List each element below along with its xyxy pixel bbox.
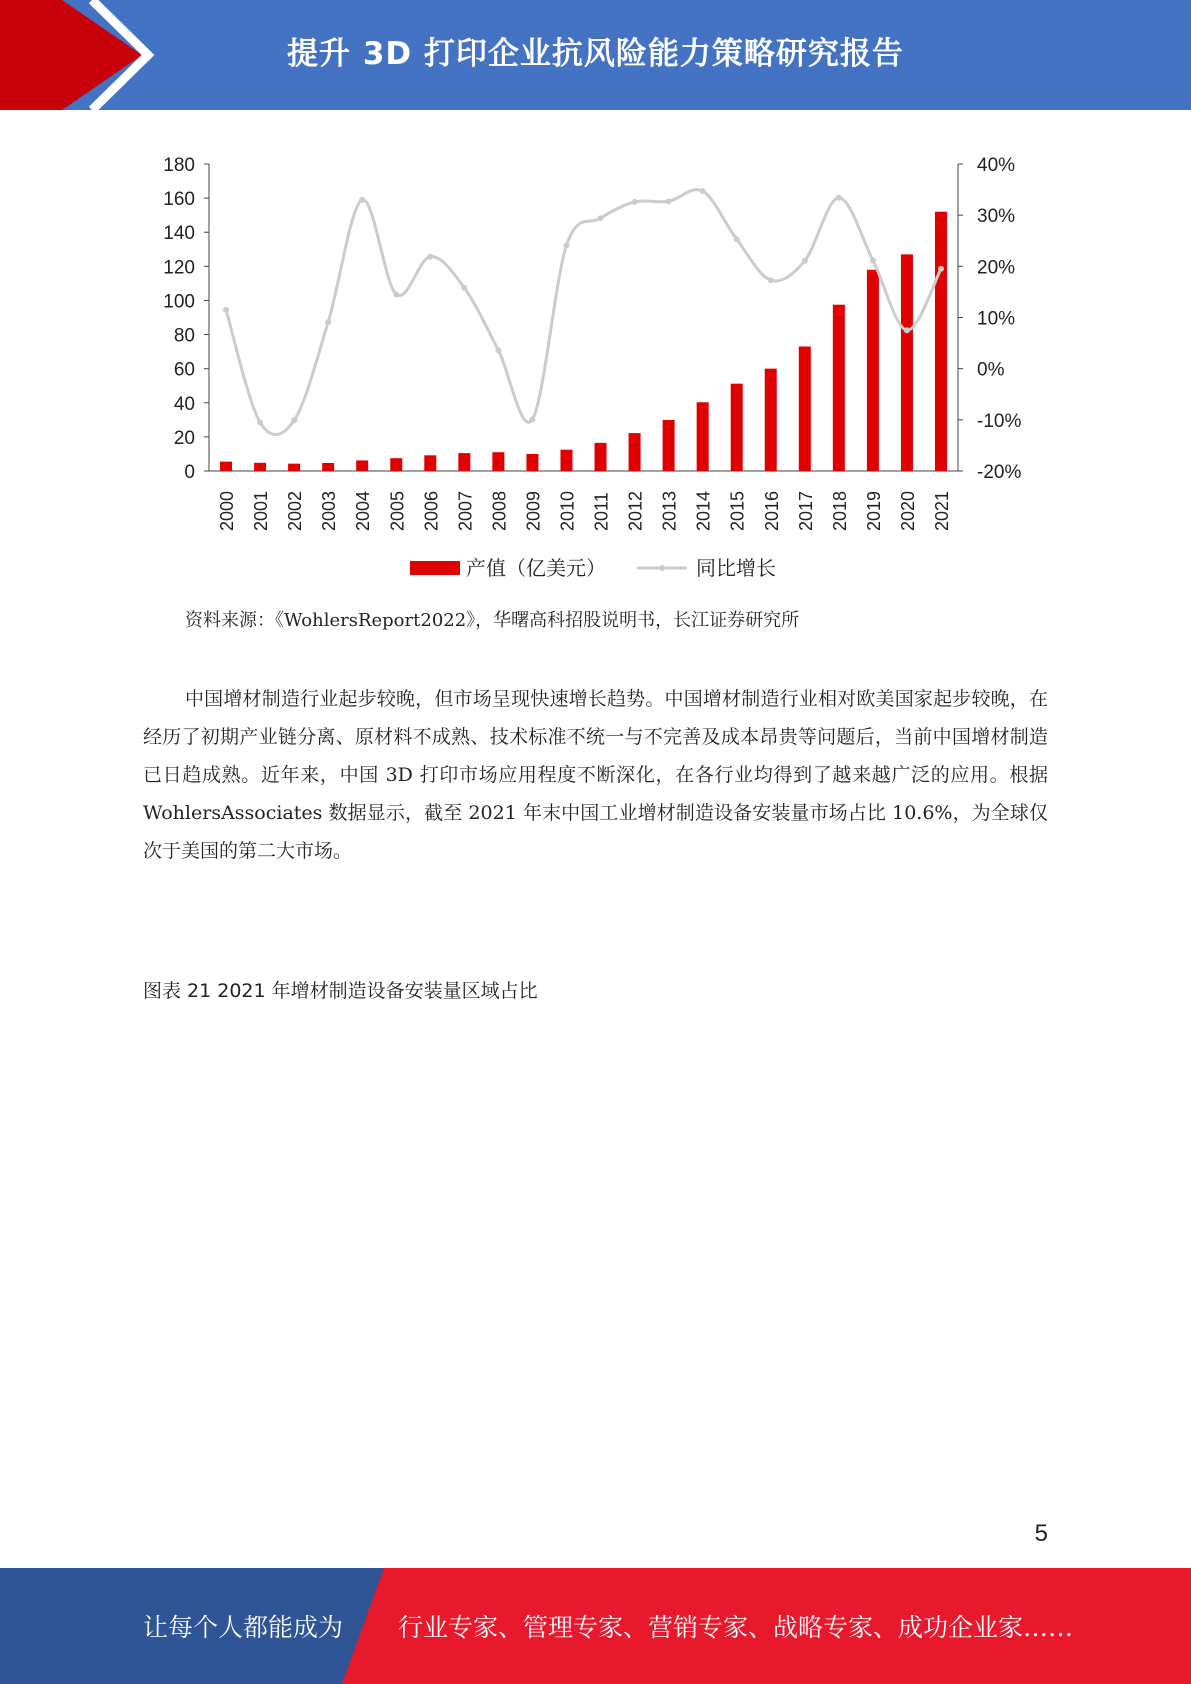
x-tick-label: 2016: [761, 490, 782, 531]
x-tick-label: 2003: [319, 490, 340, 531]
x-tick-label: 2015: [727, 490, 748, 531]
x-tick-label: 2001: [251, 490, 272, 531]
left-tick-label: 120: [163, 257, 195, 279]
left-tick-label: 160: [163, 189, 195, 211]
right-tick-label: 40%: [977, 155, 1016, 176]
right-tick-label: -20%: [977, 462, 1022, 483]
growth-point-2002: [291, 417, 297, 423]
x-tick-label: 2008: [489, 490, 510, 531]
bar-2016: [765, 369, 777, 471]
x-tick-label: 2012: [625, 490, 646, 531]
growth-point-2001: [257, 419, 263, 425]
right-tick-label: 10%: [977, 308, 1016, 330]
bar-2007: [458, 453, 470, 471]
chart-bars: [220, 212, 947, 471]
growth-point-2012: [632, 199, 638, 205]
growth-point-2003: [325, 319, 331, 325]
x-tick-label: 2014: [693, 490, 714, 531]
bar-2019: [867, 270, 879, 471]
bar-2001: [254, 463, 266, 471]
page-footer: [0, 1568, 1191, 1684]
x-tick-label: 2019: [863, 490, 884, 531]
growth-point-2010: [563, 242, 569, 248]
x-tick-label: 2013: [659, 490, 680, 531]
left-tick-label: 0: [184, 462, 195, 483]
growth-point-2008: [495, 347, 501, 353]
x-tick-label: 2005: [387, 490, 408, 531]
footer-slogan-right: 行业专家、管理专家、营销专家、战略专家、成功企业家……: [398, 1613, 1074, 1642]
x-tick-label: 2006: [421, 490, 442, 531]
growth-point-2016: [768, 277, 774, 283]
x-tick-label: 2004: [353, 490, 374, 531]
bar-2000: [220, 462, 232, 471]
chart-labels: [163, 155, 1021, 531]
x-tick-label: 2007: [455, 490, 476, 531]
x-tick-label: 2021: [931, 490, 952, 531]
growth-point-2020: [904, 327, 910, 333]
growth-point-2009: [529, 416, 535, 422]
growth-point-2018: [836, 195, 842, 201]
growth-point-2013: [666, 198, 672, 204]
bar-2005: [390, 458, 402, 471]
bar-2012: [629, 433, 641, 471]
growth-point-2007: [461, 285, 467, 291]
bar-2003: [322, 463, 334, 471]
bar-2020: [901, 254, 913, 471]
chart-source-note: 资料来源：《WohlersReport2022》，华曙高科招股说明书，长江证券研究所: [185, 610, 800, 631]
footer-slogan-left: 让每个人都能成为: [143, 1613, 344, 1642]
bar-2015: [731, 384, 743, 471]
right-tick-label: -10%: [977, 410, 1022, 432]
right-tick-label: 0%: [977, 359, 1005, 381]
x-tick-label: 2018: [829, 490, 850, 531]
left-tick-label: 40: [173, 393, 195, 415]
left-tick-label: 20: [173, 427, 195, 449]
figure-caption: 图表 21 2021 年增材制造设备安装量区域占比: [143, 980, 538, 1002]
bar-2011: [595, 443, 607, 471]
page-number: 5: [1034, 1520, 1048, 1547]
body-paragraph: 中国增材制造行业起步较晚，但市场呈现快速增长趋势。中国增材制造行业相对欧美国家起步较晚，在经历了初期产业链分离、原材料不成熟、技术标准不统一与不完善及成本昂贵等问题后，当前中国增材制造已日趋成熟。近年来，中国 3D 打印市场应用程度不断深化，在各行业均得到了越来越广泛的应用。根据 WohlersAssociates 数据显示，截至 2021 年末中国工业增材制造设备安装量市场占比 10.6%，为全球仅次于美国的第二大市场。: [143, 688, 1048, 862]
chart-svg: [140, 140, 1060, 590]
growth-point-2015: [734, 236, 740, 242]
growth-point-2019: [870, 257, 876, 263]
bar-2017: [799, 346, 811, 471]
growth-point-2021: [938, 266, 944, 272]
growth-point-2014: [700, 188, 706, 194]
bar-2013: [663, 420, 675, 471]
bar-2010: [560, 450, 572, 471]
bar-2014: [697, 402, 709, 471]
x-tick-label: 2000: [217, 490, 238, 531]
bar-2008: [492, 452, 504, 471]
growth-point-2004: [359, 197, 365, 203]
x-tick-label: 2011: [591, 492, 612, 531]
x-tick-label: 2010: [557, 490, 578, 531]
bar-2002: [288, 464, 300, 471]
production-value-chart: [140, 140, 1060, 590]
chart-legend: [410, 556, 776, 580]
left-tick-label: 100: [163, 291, 195, 313]
report-title: 提升 3D 打印企业抗风险能力策略研究报告: [287, 36, 904, 72]
bar-2018: [833, 305, 845, 471]
growth-point-2005: [393, 291, 399, 297]
page-header: [0, 0, 1191, 110]
left-tick-label: 60: [173, 359, 195, 381]
legend-bar-label: 产值（亿美元）: [466, 556, 606, 580]
bar-2004: [356, 460, 368, 471]
x-tick-label: 2020: [897, 490, 918, 531]
x-tick-label: 2002: [285, 490, 306, 531]
bar-2021: [935, 212, 947, 471]
left-tick-label: 180: [163, 155, 195, 176]
growth-point-2006: [427, 254, 433, 260]
left-tick-label: 140: [163, 223, 195, 245]
bar-2006: [424, 455, 436, 471]
growth-point-2000: [223, 307, 229, 313]
x-tick-label: 2017: [795, 490, 816, 531]
legend-line-marker: [659, 565, 665, 571]
growth-point-2017: [802, 258, 808, 264]
growth-point-2011: [598, 215, 604, 221]
x-tick-label: 2009: [523, 490, 544, 531]
right-tick-label: 30%: [977, 206, 1016, 228]
legend-bar-swatch: [410, 561, 460, 575]
bar-2009: [526, 454, 538, 471]
left-tick-label: 80: [173, 325, 195, 347]
legend-line-label: 同比增长: [696, 556, 776, 580]
right-tick-label: 20%: [977, 257, 1016, 279]
